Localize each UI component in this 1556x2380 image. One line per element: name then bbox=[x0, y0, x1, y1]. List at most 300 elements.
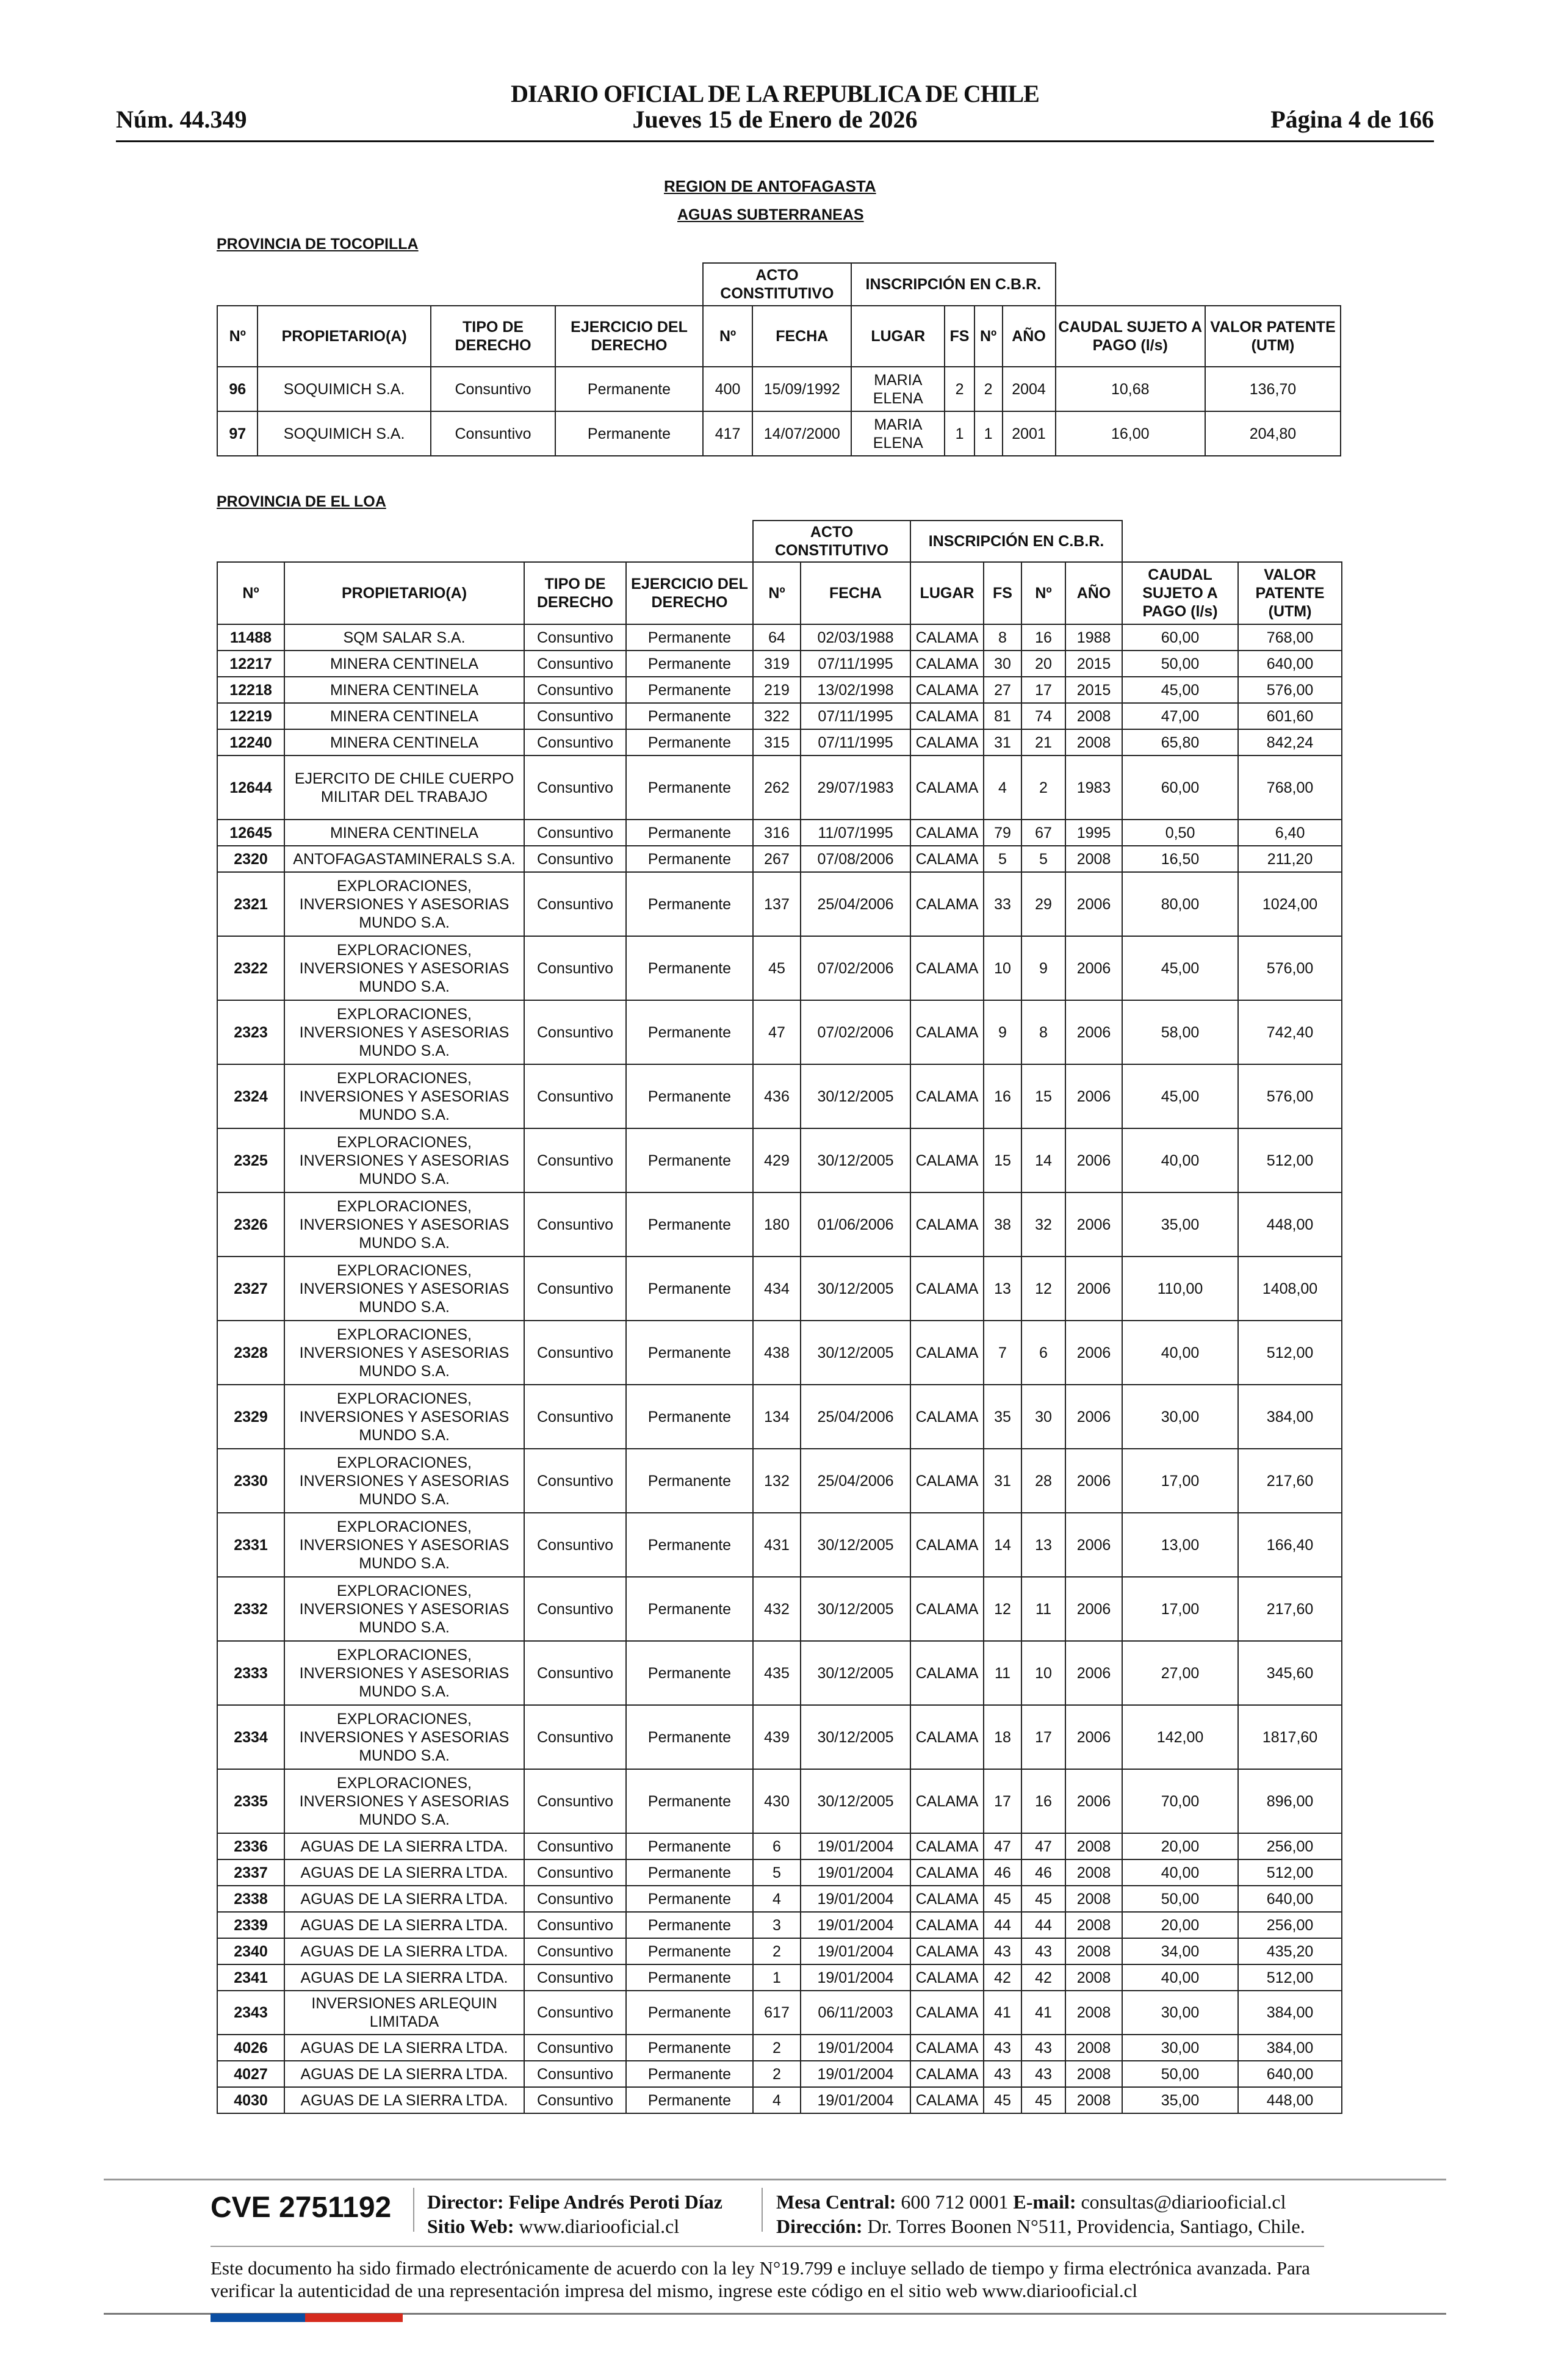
table-cell: EXPLORACIONES, INVERSIONES Y ASESORIAS MUNDO S.A. bbox=[284, 1192, 524, 1257]
table-cell: Consuntivo bbox=[524, 1577, 626, 1641]
table-row bbox=[217, 1321, 1342, 1385]
table-cell: AGUAS DE LA SIERRA LTDA. bbox=[284, 1964, 524, 1991]
footer-divider bbox=[104, 2179, 1446, 2180]
col-header-tipo: TIPO DE DERECHO bbox=[431, 306, 556, 367]
table-cell: 38 bbox=[984, 1192, 1021, 1257]
el-loa-table bbox=[217, 520, 1342, 2114]
table-row bbox=[217, 703, 1342, 729]
table-cell: 30/12/2005 bbox=[801, 1064, 910, 1128]
table-cell: CALAMA bbox=[910, 755, 984, 820]
table-cell: 2006 bbox=[1065, 872, 1122, 936]
table-cell: CALAMA bbox=[910, 651, 984, 677]
table-cell: 768,00 bbox=[1238, 624, 1342, 651]
table-row bbox=[217, 1064, 1342, 1128]
table-cell: 12 bbox=[984, 1577, 1021, 1641]
table-cell: 44 bbox=[984, 1912, 1021, 1938]
table-cell: 10,68 bbox=[1056, 367, 1205, 411]
col-header-cbr-no: Nº bbox=[1021, 562, 1065, 624]
table-cell: 20,00 bbox=[1122, 1912, 1238, 1938]
table-cell: CALAMA bbox=[910, 1257, 984, 1321]
table-cell: 256,00 bbox=[1238, 1912, 1342, 1938]
table-cell: 43 bbox=[1021, 2061, 1065, 2087]
table-cell: 28 bbox=[1021, 1449, 1065, 1513]
table-cell: Permanente bbox=[626, 1385, 753, 1449]
table-row bbox=[217, 1449, 1342, 1513]
table-cell: CALAMA bbox=[910, 624, 984, 651]
table-cell: 12 bbox=[1021, 1257, 1065, 1321]
col-header-propietario: PROPIETARIO(A) bbox=[284, 562, 524, 624]
table-row bbox=[217, 1769, 1342, 1833]
table-cell: 137 bbox=[753, 872, 801, 936]
table-cell: CALAMA bbox=[910, 1859, 984, 1886]
table-cell: 45,00 bbox=[1122, 936, 1238, 1000]
table-cell: 42 bbox=[984, 1964, 1021, 1991]
table-cell: EXPLORACIONES, INVERSIONES Y ASESORIAS MUNDO S.A. bbox=[284, 1128, 524, 1192]
table-cell: 19/01/2004 bbox=[801, 1833, 910, 1859]
table-cell: Consuntivo bbox=[524, 1964, 626, 1991]
table-cell: CALAMA bbox=[910, 846, 984, 872]
table-cell: Permanente bbox=[626, 1513, 753, 1577]
table-cell: 40,00 bbox=[1122, 1859, 1238, 1886]
table-cell: 136,70 bbox=[1205, 367, 1341, 411]
table-cell: 1024,00 bbox=[1238, 872, 1342, 936]
table-cell: 07/11/1995 bbox=[801, 729, 910, 755]
table-cell: 4026 bbox=[217, 2035, 284, 2061]
table-cell: 2008 bbox=[1065, 1886, 1122, 1912]
table-row bbox=[217, 1385, 1342, 1449]
table-row bbox=[217, 1513, 1342, 1577]
table-cell: 9 bbox=[984, 1000, 1021, 1064]
table-cell: 2323 bbox=[217, 1000, 284, 1064]
table-cell: 256,00 bbox=[1238, 1833, 1342, 1859]
table-cell: 2006 bbox=[1065, 1385, 1122, 1449]
table-cell: CALAMA bbox=[910, 1886, 984, 1912]
table-cell: CALAMA bbox=[910, 1769, 984, 1833]
table-cell: CALAMA bbox=[910, 1912, 984, 1938]
col-header-no: Nº bbox=[217, 306, 258, 367]
table-cell: 2006 bbox=[1065, 1064, 1122, 1128]
table-cell: 29 bbox=[1021, 872, 1065, 936]
gazette-title: DIARIO OFICIAL DE LA REPUBLICA DE CHILE bbox=[511, 80, 1039, 107]
table-cell: 2008 bbox=[1065, 2035, 1122, 2061]
table-cell: 13/02/1998 bbox=[801, 677, 910, 703]
table-cell: 60,00 bbox=[1122, 755, 1238, 820]
inscripcion-cbr-header: INSCRIPCIÓN EN C.B.R. bbox=[851, 263, 1055, 306]
table-cell: 16 bbox=[1021, 1769, 1065, 1833]
table-cell: 2008 bbox=[1065, 1833, 1122, 1859]
table-cell: EXPLORACIONES, INVERSIONES Y ASESORIAS MUNDO S.A. bbox=[284, 1257, 524, 1321]
table-cell: CALAMA bbox=[910, 677, 984, 703]
col-header-anio: AÑO bbox=[1065, 562, 1122, 624]
table-cell: Consuntivo bbox=[524, 846, 626, 872]
col-header-lugar: LUGAR bbox=[910, 562, 984, 624]
table-cell: Permanente bbox=[626, 1577, 753, 1641]
table-cell: 19/01/2004 bbox=[801, 1938, 910, 1964]
table-cell: 435,20 bbox=[1238, 1938, 1342, 1964]
table-cell: 2008 bbox=[1065, 2087, 1122, 2113]
table-cell: 12240 bbox=[217, 729, 284, 755]
table-cell: Permanente bbox=[626, 1192, 753, 1257]
table-cell: Permanente bbox=[626, 1964, 753, 1991]
table-cell: 448,00 bbox=[1238, 2087, 1342, 2113]
table-cell: 17 bbox=[984, 1769, 1021, 1833]
table-cell: Consuntivo bbox=[524, 1128, 626, 1192]
col-header-patente: VALOR PATENTE (UTM) bbox=[1205, 306, 1341, 367]
table-cell: 16 bbox=[984, 1064, 1021, 1128]
table-cell: CALAMA bbox=[910, 1449, 984, 1513]
table-cell: 43 bbox=[1021, 1938, 1065, 1964]
table-cell: CALAMA bbox=[910, 1991, 984, 2035]
table-cell: 2 bbox=[753, 2035, 801, 2061]
table-cell: Permanente bbox=[626, 729, 753, 755]
table-cell: 35,00 bbox=[1122, 2087, 1238, 2113]
table-row bbox=[217, 729, 1342, 755]
issue-number: Núm. 44.349 bbox=[116, 106, 247, 133]
issue-date: Jueves 15 de Enero de 2026 bbox=[632, 106, 918, 133]
table-cell: Consuntivo bbox=[524, 729, 626, 755]
table-cell: 30,00 bbox=[1122, 1991, 1238, 2035]
table-cell: 45 bbox=[984, 2087, 1021, 2113]
table-cell: CALAMA bbox=[910, 1938, 984, 1964]
table-cell: EXPLORACIONES, INVERSIONES Y ASESORIAS MUNDO S.A. bbox=[284, 1705, 524, 1769]
table-cell: 15 bbox=[1021, 1064, 1065, 1128]
table-cell: 35,00 bbox=[1122, 1192, 1238, 1257]
table-cell: 4 bbox=[753, 1886, 801, 1912]
table-cell: Permanente bbox=[626, 1991, 753, 2035]
table-cell: 33 bbox=[984, 872, 1021, 936]
table-cell: 316 bbox=[753, 820, 801, 846]
table-cell: 576,00 bbox=[1238, 677, 1342, 703]
table-cell: 07/08/2006 bbox=[801, 846, 910, 872]
table-cell: Permanente bbox=[626, 624, 753, 651]
table-cell: CALAMA bbox=[910, 2035, 984, 2061]
table-cell: Consuntivo bbox=[524, 1769, 626, 1833]
col-header-fecha: FECHA bbox=[752, 306, 851, 367]
table-cell: 132 bbox=[753, 1449, 801, 1513]
table-cell: CALAMA bbox=[910, 1641, 984, 1705]
table-cell: 65,80 bbox=[1122, 729, 1238, 755]
table-cell: 2006 bbox=[1065, 1513, 1122, 1577]
table-cell: 2006 bbox=[1065, 1641, 1122, 1705]
table-cell: Consuntivo bbox=[524, 1513, 626, 1577]
table-cell: 431 bbox=[753, 1513, 801, 1577]
table-cell: 512,00 bbox=[1238, 1321, 1342, 1385]
table-cell: 58,00 bbox=[1122, 1000, 1238, 1064]
table-cell: 0,50 bbox=[1122, 820, 1238, 846]
director-name: Felipe Andrés Peroti Díaz bbox=[508, 2191, 722, 2213]
table-cell: EXPLORACIONES, INVERSIONES Y ASESORIAS MUNDO S.A. bbox=[284, 936, 524, 1000]
table-cell: Consuntivo bbox=[524, 624, 626, 651]
table-cell: 345,60 bbox=[1238, 1641, 1342, 1705]
table-cell: 2339 bbox=[217, 1912, 284, 1938]
table-cell: 17,00 bbox=[1122, 1449, 1238, 1513]
table-cell: Consuntivo bbox=[524, 1833, 626, 1859]
table-cell: 18 bbox=[984, 1705, 1021, 1769]
table-cell: 45 bbox=[984, 1886, 1021, 1912]
table-cell: SQM SALAR S.A. bbox=[284, 624, 524, 651]
table-cell: 384,00 bbox=[1238, 2035, 1342, 2061]
table-row bbox=[217, 846, 1342, 872]
table-cell: ANTOFAGASTAMINERALS S.A. bbox=[284, 846, 524, 872]
table-cell: 4 bbox=[753, 2087, 801, 2113]
table-cell: CALAMA bbox=[910, 1321, 984, 1385]
table-cell: CALAMA bbox=[910, 1705, 984, 1769]
table-cell: 219 bbox=[753, 677, 801, 703]
table-cell: AGUAS DE LA SIERRA LTDA. bbox=[284, 2061, 524, 2087]
table-cell: 204,80 bbox=[1205, 411, 1341, 456]
table-cell: 19/01/2004 bbox=[801, 2087, 910, 2113]
table-cell: CALAMA bbox=[910, 1577, 984, 1641]
table-cell: 12217 bbox=[217, 651, 284, 677]
table-cell: 41 bbox=[984, 1991, 1021, 2035]
table-cell: 19/01/2004 bbox=[801, 1859, 910, 1886]
table-cell: MARIA ELENA bbox=[851, 411, 945, 456]
table-cell: CALAMA bbox=[910, 820, 984, 846]
table-row bbox=[217, 1705, 1342, 1769]
table-cell: 434 bbox=[753, 1257, 801, 1321]
table-cell: SOQUIMICH S.A. bbox=[258, 367, 430, 411]
table-row bbox=[217, 1192, 1342, 1257]
table-cell: Permanente bbox=[626, 1859, 753, 1886]
table-cell: Permanente bbox=[555, 411, 702, 456]
table-cell: 384,00 bbox=[1238, 1385, 1342, 1449]
table-cell: 2321 bbox=[217, 872, 284, 936]
table-cell: Permanente bbox=[626, 1064, 753, 1128]
table-row bbox=[217, 1833, 1342, 1859]
col-header-acto-no: Nº bbox=[753, 562, 801, 624]
table-cell: Permanente bbox=[626, 1000, 753, 1064]
table-cell: 64 bbox=[753, 624, 801, 651]
table-cell: 16 bbox=[1021, 624, 1065, 651]
table-cell: 2336 bbox=[217, 1833, 284, 1859]
table-cell: 01/06/2006 bbox=[801, 1192, 910, 1257]
table-row bbox=[217, 936, 1342, 1000]
table-cell: 79 bbox=[984, 820, 1021, 846]
address-label: Dirección: bbox=[776, 2215, 863, 2237]
table-cell: 267 bbox=[753, 846, 801, 872]
table-cell: 2015 bbox=[1065, 677, 1122, 703]
footer-contact bbox=[776, 2190, 1305, 2238]
table-cell: Consuntivo bbox=[524, 1938, 626, 1964]
table-cell: 2001 bbox=[1003, 411, 1056, 456]
table-cell: 16,00 bbox=[1056, 411, 1205, 456]
table-cell: 11488 bbox=[217, 624, 284, 651]
table-cell: 2324 bbox=[217, 1064, 284, 1128]
col-header-ejercicio: EJERCICIO DEL DERECHO bbox=[555, 306, 702, 367]
table-row bbox=[217, 820, 1342, 846]
table-cell: 13 bbox=[1021, 1513, 1065, 1577]
table-cell: CALAMA bbox=[910, 1513, 984, 1577]
table-cell: 1 bbox=[974, 411, 1003, 456]
table-cell: Permanente bbox=[626, 1705, 753, 1769]
table-cell: AGUAS DE LA SIERRA LTDA. bbox=[284, 1886, 524, 1912]
web-link[interactable]: www.diariooficial.cl bbox=[519, 2215, 680, 2237]
table-cell: Permanente bbox=[555, 367, 702, 411]
table-cell: MARIA ELENA bbox=[851, 367, 945, 411]
table-cell: EXPLORACIONES, INVERSIONES Y ASESORIAS MUNDO S.A. bbox=[284, 1641, 524, 1705]
table-cell: 27 bbox=[984, 677, 1021, 703]
table-cell: 5 bbox=[1021, 846, 1065, 872]
table-cell: 166,40 bbox=[1238, 1513, 1342, 1577]
table-cell: 17,00 bbox=[1122, 1577, 1238, 1641]
table-cell: 44 bbox=[1021, 1912, 1065, 1938]
table-cell: 640,00 bbox=[1238, 2061, 1342, 2087]
table-cell: 50,00 bbox=[1122, 2061, 1238, 2087]
mesa-label: Mesa Central: bbox=[776, 2191, 896, 2213]
table-cell: 45 bbox=[1021, 2087, 1065, 2113]
table-cell: 2334 bbox=[217, 1705, 284, 1769]
table-cell: Permanente bbox=[626, 1257, 753, 1321]
header-divider bbox=[116, 140, 1434, 142]
table-cell: 14 bbox=[1021, 1128, 1065, 1192]
table-cell: 30/12/2005 bbox=[801, 1641, 910, 1705]
table-cell: CALAMA bbox=[910, 936, 984, 1000]
table-cell: Permanente bbox=[626, 820, 753, 846]
table-cell: 45 bbox=[1021, 1886, 1065, 1912]
table-cell: 2338 bbox=[217, 1886, 284, 1912]
table-cell: 180 bbox=[753, 1192, 801, 1257]
table-cell: 27,00 bbox=[1122, 1641, 1238, 1705]
table-cell: 3 bbox=[753, 1912, 801, 1938]
table-cell: CALAMA bbox=[910, 872, 984, 936]
footer-separator bbox=[413, 2188, 414, 2232]
table-row bbox=[217, 1577, 1342, 1641]
table-cell: Consuntivo bbox=[524, 1321, 626, 1385]
footer-separator bbox=[762, 2188, 763, 2232]
table-cell: 2006 bbox=[1065, 1257, 1122, 1321]
table-cell: 2320 bbox=[217, 846, 284, 872]
table-cell: 2008 bbox=[1065, 846, 1122, 872]
table-row bbox=[217, 677, 1342, 703]
table-cell: 384,00 bbox=[1238, 1991, 1342, 2035]
table-cell: 512,00 bbox=[1238, 1964, 1342, 1991]
table-cell: 47 bbox=[753, 1000, 801, 1064]
table-cell: 5 bbox=[984, 846, 1021, 872]
cve-code: CVE 2751192 bbox=[211, 2191, 392, 2224]
col-header-lugar: LUGAR bbox=[851, 306, 945, 367]
table-cell: Permanente bbox=[626, 703, 753, 729]
table-cell: 2343 bbox=[217, 1991, 284, 2035]
table-cell: 217,60 bbox=[1238, 1449, 1342, 1513]
email-link[interactable]: consultas@diariooficial.cl bbox=[1081, 2191, 1286, 2213]
table-cell: 4 bbox=[984, 755, 1021, 820]
table-cell: 30/12/2005 bbox=[801, 1128, 910, 1192]
page-indicator: Página 4 de 166 bbox=[1270, 106, 1434, 133]
flag-stripe-blue bbox=[211, 2313, 305, 2322]
table-cell: 16,50 bbox=[1122, 846, 1238, 872]
table-cell: 6,40 bbox=[1238, 820, 1342, 846]
table-cell: 30 bbox=[984, 651, 1021, 677]
table-cell: 47 bbox=[1021, 1833, 1065, 1859]
table-row bbox=[217, 411, 1341, 456]
table-cell: 2008 bbox=[1065, 729, 1122, 755]
table-cell: 45,00 bbox=[1122, 1064, 1238, 1128]
table-cell: 20,00 bbox=[1122, 1833, 1238, 1859]
table-cell: 2008 bbox=[1065, 1912, 1122, 1938]
table-cell: EXPLORACIONES, INVERSIONES Y ASESORIAS MUNDO S.A. bbox=[284, 1000, 524, 1064]
page-header bbox=[116, 73, 1434, 146]
table-cell: Consuntivo bbox=[524, 936, 626, 1000]
table-cell: 2322 bbox=[217, 936, 284, 1000]
inscripcion-cbr-header: INSCRIPCIÓN EN C.B.R. bbox=[910, 521, 1122, 562]
table-cell: 2 bbox=[753, 2061, 801, 2087]
table-cell: 1983 bbox=[1065, 755, 1122, 820]
table-cell: 2008 bbox=[1065, 1964, 1122, 1991]
table-cell: 17 bbox=[1021, 1705, 1065, 1769]
table-cell: 43 bbox=[984, 2035, 1021, 2061]
table-cell: Consuntivo bbox=[524, 1641, 626, 1705]
col-header-no: Nº bbox=[217, 562, 284, 624]
table-cell: EXPLORACIONES, INVERSIONES Y ASESORIAS MUNDO S.A. bbox=[284, 872, 524, 936]
table-cell: 262 bbox=[753, 755, 801, 820]
table-cell: 10 bbox=[1021, 1641, 1065, 1705]
col-header-fs: FS bbox=[984, 562, 1021, 624]
table-row bbox=[217, 2035, 1342, 2061]
table-cell: 640,00 bbox=[1238, 651, 1342, 677]
table-cell: 217,60 bbox=[1238, 1577, 1342, 1641]
table-cell: EXPLORACIONES, INVERSIONES Y ASESORIAS MUNDO S.A. bbox=[284, 1449, 524, 1513]
table-cell: 07/11/1995 bbox=[801, 703, 910, 729]
table-cell: 30/12/2005 bbox=[801, 1321, 910, 1385]
table-cell: 768,00 bbox=[1238, 755, 1342, 820]
table-cell: Consuntivo bbox=[431, 367, 556, 411]
table-cell: 02/03/1988 bbox=[801, 624, 910, 651]
table-cell: 25/04/2006 bbox=[801, 872, 910, 936]
table-cell: 67 bbox=[1021, 820, 1065, 846]
table-cell: 448,00 bbox=[1238, 1192, 1342, 1257]
table-cell: 134 bbox=[753, 1385, 801, 1449]
table-cell: 12644 bbox=[217, 755, 284, 820]
table-cell: 2006 bbox=[1065, 1577, 1122, 1641]
table-cell: AGUAS DE LA SIERRA LTDA. bbox=[284, 1938, 524, 1964]
table-cell: CALAMA bbox=[910, 1064, 984, 1128]
table-cell: Consuntivo bbox=[524, 2061, 626, 2087]
table-cell: 07/02/2006 bbox=[801, 936, 910, 1000]
table-cell: Permanente bbox=[626, 1769, 753, 1833]
table-cell: 576,00 bbox=[1238, 936, 1342, 1000]
col-header-propietario: PROPIETARIO(A) bbox=[258, 306, 430, 367]
table-cell: 1 bbox=[945, 411, 974, 456]
table-cell: 211,20 bbox=[1238, 846, 1342, 872]
table-cell: CALAMA bbox=[910, 729, 984, 755]
table-row bbox=[217, 1257, 1342, 1321]
table-cell: CALAMA bbox=[910, 2061, 984, 2087]
table-cell: Consuntivo bbox=[524, 1064, 626, 1128]
table-cell: 12645 bbox=[217, 820, 284, 846]
acto-constitutivo-header: ACTO CONSTITUTIVO bbox=[703, 263, 851, 306]
table-cell: 13,00 bbox=[1122, 1513, 1238, 1577]
col-header-fs: FS bbox=[945, 306, 974, 367]
mesa-phone: 600 712 0001 bbox=[901, 2191, 1009, 2213]
region-title: REGION DE ANTOFAGASTA bbox=[664, 177, 876, 195]
table-cell: Consuntivo bbox=[524, 1705, 626, 1769]
table-cell: EXPLORACIONES, INVERSIONES Y ASESORIAS MUNDO S.A. bbox=[284, 1064, 524, 1128]
web-label: Sitio Web: bbox=[427, 2215, 514, 2237]
table-cell: SOQUIMICH S.A. bbox=[258, 411, 430, 456]
table-cell: 31 bbox=[984, 729, 1021, 755]
table-cell: 322 bbox=[753, 703, 801, 729]
table-cell: Permanente bbox=[626, 936, 753, 1000]
table-cell: 2331 bbox=[217, 1513, 284, 1577]
director-label: Director: bbox=[427, 2191, 504, 2213]
table-cell: 74 bbox=[1021, 703, 1065, 729]
col-header-fecha: FECHA bbox=[801, 562, 910, 624]
province-tocopilla-label: PROVINCIA DE TOCOPILLA bbox=[217, 236, 419, 253]
table-cell: 43 bbox=[984, 1938, 1021, 1964]
acto-constitutivo-header: ACTO CONSTITUTIVO bbox=[753, 521, 910, 562]
table-cell: 13 bbox=[984, 1257, 1021, 1321]
table-cell: Permanente bbox=[626, 1833, 753, 1859]
